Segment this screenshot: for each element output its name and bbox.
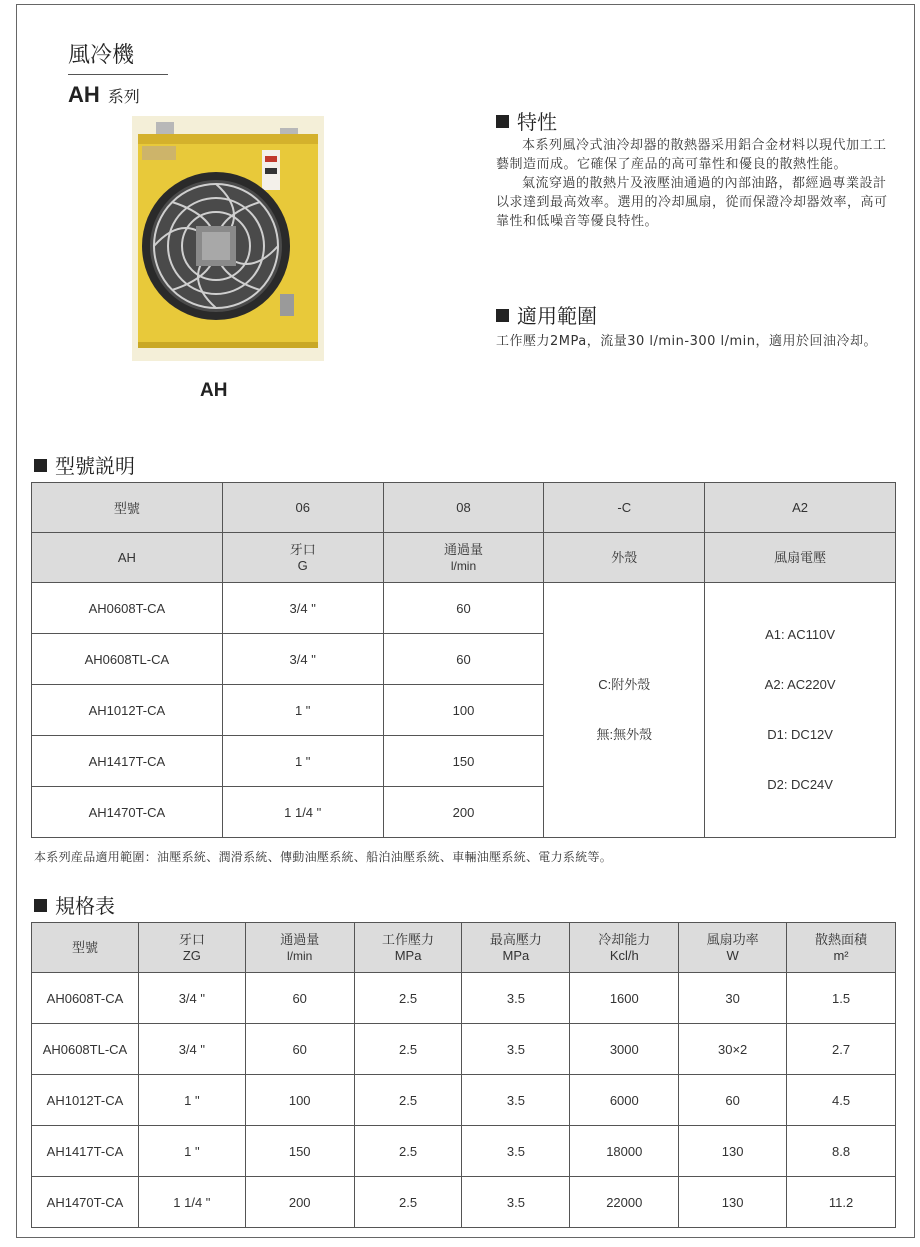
page-title: 風冷機	[68, 43, 135, 68]
table-cell: 3.5	[462, 1126, 570, 1177]
flow-cell: 100	[383, 685, 544, 736]
table-cell: 200	[245, 1177, 354, 1228]
table-cell: 18000	[570, 1126, 679, 1177]
table-cell: 60	[679, 1075, 787, 1126]
table-cell: 1 1/4 "	[138, 1177, 245, 1228]
cell-line: 工作壓力	[382, 931, 435, 947]
cell-line: m²	[833, 947, 849, 963]
table-cell: 3.5	[462, 973, 570, 1024]
table-cell: 3/4 "	[138, 1024, 245, 1075]
features-heading	[496, 106, 557, 135]
table-cell: 30×2	[679, 1024, 787, 1075]
cell-line: MPa	[394, 947, 422, 963]
spec-table-heading-text: 規格表	[55, 894, 115, 918]
features-heading-text: 特性	[517, 110, 557, 134]
table-cell: 1 "	[138, 1075, 245, 1126]
voltage-cell	[705, 583, 896, 838]
table-cell: AH1012T-CA	[32, 1075, 139, 1126]
features-para-1: 本系列風冷式油冷却器的散熱器采用鋁合金材料以現代加工工藝制造而成。它確保了産品的高可靠性和優良的散熱性能。	[496, 138, 887, 172]
spec-header-cell	[679, 923, 787, 973]
model-code-cell: A2	[705, 483, 896, 533]
spec-header-cell	[570, 923, 679, 973]
model-cell: AH0608TL-CA	[32, 634, 223, 685]
cell-line: 最高壓力	[489, 931, 542, 947]
port-cell: 1 "	[222, 736, 383, 787]
table-row	[32, 973, 896, 1024]
spec-table-heading	[34, 890, 115, 919]
cell-line: MPa	[502, 947, 530, 963]
features-text	[496, 136, 898, 231]
series-label	[68, 82, 140, 108]
table-cell: 130	[679, 1126, 787, 1177]
features-para-2: 氣流穿過的散熱片及液壓油通過的內部油路，都經過專業設計以求達到最高效率。選用的冷却風扇，從而保證冷却器效率，高可靠性和低噪音等優良特性。	[496, 176, 888, 229]
cell-line: 牙口	[178, 931, 205, 947]
model-code-cell: 型號	[32, 483, 223, 533]
table-cell: 8.8	[787, 1126, 896, 1177]
table-row	[32, 1075, 896, 1126]
table-cell: 3.5	[462, 1024, 570, 1075]
table-cell: 1.5	[787, 973, 896, 1024]
product-photo	[132, 116, 324, 361]
cell-line: Kcl/h	[609, 947, 639, 963]
table-cell: AH1470T-CA	[32, 1177, 139, 1228]
model-meaning-cell	[222, 533, 383, 583]
table-cell: 3000	[570, 1024, 679, 1075]
model-table-row-meaning	[32, 533, 896, 583]
flow-cell: 150	[383, 736, 544, 787]
cell-line: 型號	[71, 939, 98, 955]
model-meaning-cell	[383, 533, 544, 583]
table-cell: 30	[679, 973, 787, 1024]
scope-note: 本系列産品適用範圍：油壓系統、潤滑系統、傳動油壓系統、船泊油壓系統、車輛油壓系統、電力系統等。	[34, 850, 613, 864]
cell-line: 散熱面積	[815, 931, 868, 947]
flow-cell: 60	[383, 634, 544, 685]
table-row	[32, 583, 896, 634]
flow-cell: 60	[383, 583, 544, 634]
voltage-option: A1: AC110V	[765, 627, 836, 642]
table-cell: 2.5	[354, 1024, 462, 1075]
voltage-option: A2: AC220V	[764, 677, 836, 692]
series-suffix: 系列	[107, 87, 140, 106]
voltage-option: D2: DC24V	[767, 777, 833, 792]
model-cell: AH1470T-CA	[32, 787, 223, 838]
square-bullet-icon	[496, 115, 509, 128]
table-cell: AH0608T-CA	[32, 973, 139, 1024]
table-cell: AH1417T-CA	[32, 1126, 139, 1177]
port-cell: 1 "	[222, 685, 383, 736]
cell-line: l/min	[450, 558, 477, 573]
square-bullet-icon	[496, 309, 509, 322]
model-cell: AH1012T-CA	[32, 685, 223, 736]
table-cell: 22000	[570, 1177, 679, 1228]
model-meaning-cell: 外殼	[544, 533, 705, 583]
square-bullet-icon	[34, 899, 47, 912]
table-cell: 1 "	[138, 1126, 245, 1177]
scope-heading	[496, 300, 597, 329]
model-table-heading-text: 型號説明	[55, 454, 135, 478]
spec-header-cell	[245, 923, 354, 973]
table-cell: 2.7	[787, 1024, 896, 1075]
table-row	[32, 1177, 896, 1228]
table-cell: 3.5	[462, 1177, 570, 1228]
scope-text: 工作壓力2MPa，流量30 l/min-300 l/min，適用於回油冷却。	[496, 334, 878, 349]
cell-line: l/min	[287, 948, 313, 963]
cell-line: 牙口	[289, 541, 316, 557]
port-cell: 1 1/4 "	[222, 787, 383, 838]
port-cell: 3/4 "	[222, 634, 383, 685]
scope-heading-text: 適用範圍	[517, 304, 597, 328]
series-code: AH	[68, 82, 100, 107]
spec-header-cell	[787, 923, 896, 973]
model-code-cell: 06	[222, 483, 383, 533]
cell-line: 通過量	[280, 931, 320, 947]
table-cell: 2.5	[354, 1126, 462, 1177]
table-cell: 4.5	[787, 1075, 896, 1126]
shell-option: 無:無外殼	[596, 727, 653, 742]
model-meaning-cell: 風扇電壓	[705, 533, 896, 583]
table-cell: 6000	[570, 1075, 679, 1126]
model-table-row-codes	[32, 483, 896, 533]
flow-cell: 200	[383, 787, 544, 838]
model-meaning-cell: AH	[32, 533, 223, 583]
table-cell: 2.5	[354, 1177, 462, 1228]
model-table	[31, 482, 896, 838]
table-cell: 3.5	[462, 1075, 570, 1126]
cell-line: G	[297, 557, 308, 573]
model-code-cell: -C	[544, 483, 705, 533]
table-cell: 60	[245, 973, 354, 1024]
photo-caption: AH	[200, 380, 228, 401]
table-row	[32, 1024, 896, 1075]
cell-line: 通過量	[443, 541, 483, 557]
model-table-heading	[34, 450, 135, 479]
spec-table-header-row	[32, 923, 896, 973]
model-cell: AH0608T-CA	[32, 583, 223, 634]
cell-line: ZG	[182, 947, 201, 963]
table-row	[32, 1126, 896, 1177]
table-cell: 2.5	[354, 973, 462, 1024]
voltage-option: D1: DC12V	[767, 727, 833, 742]
spec-table	[31, 922, 896, 1228]
model-cell: AH1417T-CA	[32, 736, 223, 787]
shell-option: C:附外殼	[598, 677, 651, 692]
square-bullet-icon	[34, 459, 47, 472]
title-rule	[68, 74, 168, 75]
spec-header-cell	[354, 923, 462, 973]
table-cell: 11.2	[787, 1177, 896, 1228]
spec-header-cell	[138, 923, 245, 973]
cell-line: W	[726, 947, 739, 963]
model-code-cell: 08	[383, 483, 544, 533]
shell-cell	[544, 583, 705, 838]
table-cell: 100	[245, 1075, 354, 1126]
table-cell: 150	[245, 1126, 354, 1177]
spec-header-cell	[32, 923, 139, 973]
table-cell: 2.5	[354, 1075, 462, 1126]
table-cell: 60	[245, 1024, 354, 1075]
table-cell: 3/4 "	[138, 973, 245, 1024]
cell-line: 冷却能力	[598, 931, 651, 947]
table-cell: 130	[679, 1177, 787, 1228]
spec-header-cell	[462, 923, 570, 973]
port-cell: 3/4 "	[222, 583, 383, 634]
table-cell: AH0608TL-CA	[32, 1024, 139, 1075]
cell-line: 風扇功率	[706, 931, 759, 947]
table-cell: 1600	[570, 973, 679, 1024]
